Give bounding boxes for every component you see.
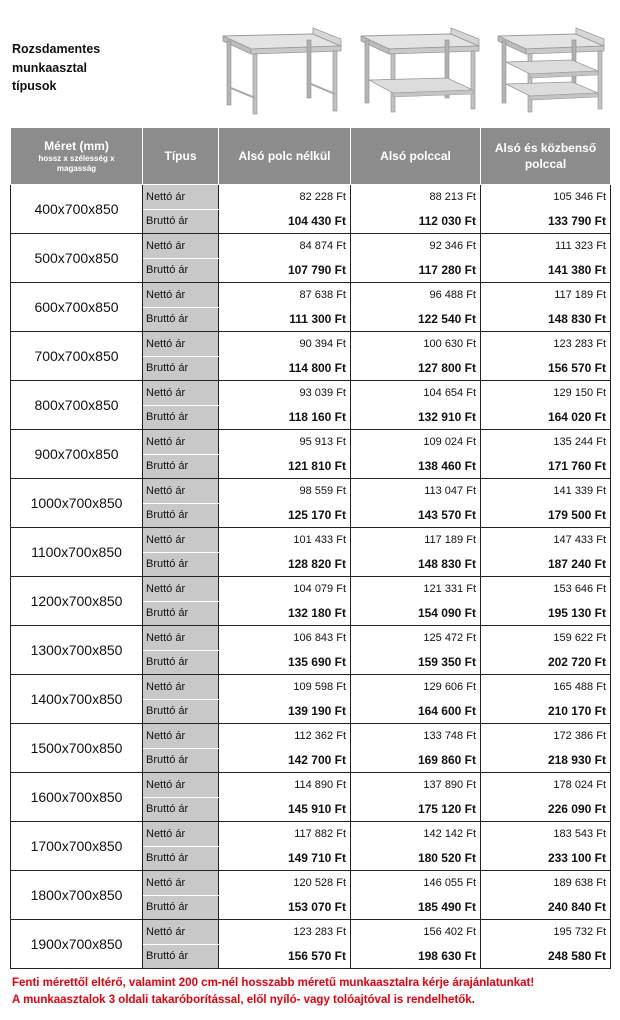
net-price-cell: 84 874 Ft [219, 234, 351, 259]
net-label-cell: Nettó ár [143, 381, 219, 406]
net-price-cell: 113 047 Ft [351, 479, 481, 504]
gross-price-cell: 240 840 Ft [481, 895, 611, 920]
net-price-cell: 87 638 Ft [219, 283, 351, 308]
net-price-cell: 101 433 Ft [219, 528, 351, 553]
net-price-cell: 129 606 Ft [351, 675, 481, 700]
table-row [11, 381, 611, 406]
table-row [11, 871, 611, 896]
gross-price-cell: 171 760 Ft [481, 454, 611, 479]
size-cell: 1300x700x850 [11, 626, 143, 675]
net-price-cell: 88 213 Ft [351, 185, 481, 210]
gross-price-cell: 148 830 Ft [351, 552, 481, 577]
size-cell: 800x700x850 [11, 381, 143, 430]
gross-label-cell: Bruttó ár [143, 601, 219, 626]
header-size [11, 128, 143, 185]
title-line: munkaasztal [12, 60, 88, 75]
header-lower-shelf: Alsó polccal [351, 128, 481, 185]
net-price-cell: 117 189 Ft [481, 283, 611, 308]
size-cell: 1800x700x850 [11, 871, 143, 920]
title-line: típusok [12, 79, 57, 93]
net-price-cell: 117 882 Ft [219, 822, 351, 847]
header-type: Típus [143, 128, 219, 185]
size-cell: 1900x700x850 [11, 920, 143, 969]
net-price-cell: 109 598 Ft [219, 675, 351, 700]
gross-price-cell: 248 580 Ft [481, 944, 611, 969]
size-cell: 1700x700x850 [11, 822, 143, 871]
table-row [11, 430, 611, 455]
gross-label-cell: Bruttó ár [143, 258, 219, 283]
net-label-cell: Nettó ár [143, 626, 219, 651]
net-label-cell: Nettó ár [143, 577, 219, 602]
gross-price-cell: 125 170 Ft [219, 503, 351, 528]
table-row [11, 577, 611, 602]
gross-price-cell: 104 430 Ft [219, 209, 351, 234]
net-label-cell: Nettó ár [143, 332, 219, 357]
gross-price-cell: 179 500 Ft [481, 503, 611, 528]
header-two-shelves [481, 128, 611, 185]
net-price-cell: 137 890 Ft [351, 773, 481, 798]
gross-price-cell: 169 860 Ft [351, 748, 481, 773]
net-price-cell: 146 055 Ft [351, 871, 481, 896]
gross-price-cell: 112 030 Ft [351, 209, 481, 234]
net-price-cell: 153 646 Ft [481, 577, 611, 602]
net-label-cell: Nettó ár [143, 724, 219, 749]
size-cell: 1200x700x850 [11, 577, 143, 626]
net-price-cell: 96 488 Ft [351, 283, 481, 308]
net-price-cell: 114 890 Ft [219, 773, 351, 798]
net-price-cell: 106 843 Ft [219, 626, 351, 651]
net-price-cell: 135 244 Ft [481, 430, 611, 455]
net-price-cell: 100 630 Ft [351, 332, 481, 357]
size-cell: 1600x700x850 [11, 773, 143, 822]
gross-label-cell: Bruttó ár [143, 699, 219, 724]
gross-price-cell: 145 910 Ft [219, 797, 351, 822]
gross-price-cell: 153 070 Ft [219, 895, 351, 920]
gross-label-cell: Bruttó ár [143, 307, 219, 332]
gross-label-cell: Bruttó ár [143, 797, 219, 822]
worktable-with-lower-shelf-icon [355, 18, 485, 118]
net-price-cell: 165 488 Ft [481, 675, 611, 700]
gross-label-cell: Bruttó ár [143, 503, 219, 528]
table-body [11, 185, 611, 969]
gross-label-cell: Bruttó ár [143, 454, 219, 479]
note-line: A munkaasztalok 3 oldali takaróborítással, elől nyíló- vagy tolóajtóval is rendelhetők. [12, 994, 475, 1006]
gross-label-cell: Bruttó ár [143, 209, 219, 234]
net-price-cell: 109 024 Ft [351, 430, 481, 455]
header-two-shelves-line: Alsó és közbenső [494, 141, 597, 155]
gross-label-cell: Bruttó ár [143, 552, 219, 577]
net-price-cell: 105 346 Ft [481, 185, 611, 210]
gross-price-cell: 202 720 Ft [481, 650, 611, 675]
net-label-cell: Nettó ár [143, 479, 219, 504]
table-row [11, 479, 611, 504]
gross-price-cell: 141 380 Ft [481, 258, 611, 283]
gross-price-cell: 233 100 Ft [481, 846, 611, 871]
gross-price-cell: 149 710 Ft [219, 846, 351, 871]
size-cell: 500x700x850 [11, 234, 143, 283]
gross-price-cell: 156 570 Ft [219, 944, 351, 969]
gross-price-cell: 111 300 Ft [219, 307, 351, 332]
gross-price-cell: 185 490 Ft [351, 895, 481, 920]
gross-price-cell: 226 090 Ft [481, 797, 611, 822]
header-size-sub: hossz x szélesség x [38, 154, 115, 163]
net-label-cell: Nettó ár [143, 234, 219, 259]
table-row [11, 234, 611, 259]
gross-price-cell: 138 460 Ft [351, 454, 481, 479]
price-table [10, 127, 611, 969]
net-price-cell: 142 142 Ft [351, 822, 481, 847]
table-row [11, 332, 611, 357]
gross-price-cell: 143 570 Ft [351, 503, 481, 528]
gross-price-cell: 156 570 Ft [481, 356, 611, 381]
size-cell: 1100x700x850 [11, 528, 143, 577]
net-price-cell: 147 433 Ft [481, 528, 611, 553]
size-cell: 1400x700x850 [11, 675, 143, 724]
gross-price-cell: 175 120 Ft [351, 797, 481, 822]
table-row [11, 822, 611, 847]
gross-price-cell: 132 910 Ft [351, 405, 481, 430]
footer-notes [12, 975, 612, 1009]
table-header-row [11, 128, 611, 185]
gross-price-cell: 164 600 Ft [351, 699, 481, 724]
gross-label-cell: Bruttó ár [143, 405, 219, 430]
size-cell: 400x700x850 [11, 185, 143, 234]
gross-price-cell: 142 700 Ft [219, 748, 351, 773]
gross-price-cell: 128 820 Ft [219, 552, 351, 577]
net-price-cell: 111 323 Ft [481, 234, 611, 259]
gross-price-cell: 107 790 Ft [219, 258, 351, 283]
gross-price-cell: 210 170 Ft [481, 699, 611, 724]
gross-label-cell: Bruttó ár [143, 356, 219, 381]
net-price-cell: 125 472 Ft [351, 626, 481, 651]
net-price-cell: 156 402 Ft [351, 920, 481, 945]
table-row [11, 675, 611, 700]
gross-price-cell: 195 130 Ft [481, 601, 611, 626]
gross-label-cell: Bruttó ár [143, 944, 219, 969]
note-line: Fenti mérettől eltérő, valamint 200 cm-nél hosszabb méretű munkaasztalra kérje árajánlatunkat! [12, 977, 535, 989]
gross-price-cell: 121 810 Ft [219, 454, 351, 479]
gross-price-cell: 154 090 Ft [351, 601, 481, 626]
gross-price-cell: 133 790 Ft [481, 209, 611, 234]
gross-price-cell: 118 160 Ft [219, 405, 351, 430]
net-label-cell: Nettó ár [143, 675, 219, 700]
net-price-cell: 120 528 Ft [219, 871, 351, 896]
size-cell: 600x700x850 [11, 283, 143, 332]
table-row [11, 528, 611, 553]
net-price-cell: 172 386 Ft [481, 724, 611, 749]
net-price-cell: 159 622 Ft [481, 626, 611, 651]
gross-label-cell: Bruttó ár [143, 846, 219, 871]
gross-price-cell: 135 690 Ft [219, 650, 351, 675]
gross-price-cell: 132 180 Ft [219, 601, 351, 626]
net-label-cell: Nettó ár [143, 283, 219, 308]
gross-label-cell: Bruttó ár [143, 650, 219, 675]
net-price-cell: 117 189 Ft [351, 528, 481, 553]
header-no-shelf: Alsó polc nélkül [219, 128, 351, 185]
net-price-cell: 129 150 Ft [481, 381, 611, 406]
size-cell: 700x700x850 [11, 332, 143, 381]
net-price-cell: 123 283 Ft [219, 920, 351, 945]
header-two-shelves-line: polccal [524, 157, 567, 171]
net-price-cell: 133 748 Ft [351, 724, 481, 749]
gross-price-cell: 139 190 Ft [219, 699, 351, 724]
gross-price-cell: 218 930 Ft [481, 748, 611, 773]
table-row [11, 724, 611, 749]
size-cell: 1000x700x850 [11, 479, 143, 528]
gross-price-cell: 117 280 Ft [351, 258, 481, 283]
net-label-cell: Nettó ár [143, 871, 219, 896]
net-price-cell: 82 228 Ft [219, 185, 351, 210]
net-price-cell: 183 543 Ft [481, 822, 611, 847]
gross-price-cell: 198 630 Ft [351, 944, 481, 969]
gross-price-cell: 127 800 Ft [351, 356, 481, 381]
net-price-cell: 104 079 Ft [219, 577, 351, 602]
table-row [11, 626, 611, 651]
header-size-title: Méret (mm) [44, 139, 109, 153]
net-price-cell: 178 024 Ft [481, 773, 611, 798]
size-cell: 900x700x850 [11, 430, 143, 479]
net-label-cell: Nettó ár [143, 822, 219, 847]
table-row [11, 283, 611, 308]
net-price-cell: 93 039 Ft [219, 381, 351, 406]
net-price-cell: 112 362 Ft [219, 724, 351, 749]
page-title [12, 40, 162, 96]
net-price-cell: 141 339 Ft [481, 479, 611, 504]
net-label-cell: Nettó ár [143, 920, 219, 945]
worktable-without-shelf-icon [215, 18, 345, 118]
header-size-sub: magasság [56, 164, 97, 173]
table-row [11, 773, 611, 798]
net-price-cell: 90 394 Ft [219, 332, 351, 357]
size-cell: 1500x700x850 [11, 724, 143, 773]
gross-price-cell: 187 240 Ft [481, 552, 611, 577]
gross-price-cell: 159 350 Ft [351, 650, 481, 675]
gross-price-cell: 180 520 Ft [351, 846, 481, 871]
net-price-cell: 92 346 Ft [351, 234, 481, 259]
table-row [11, 920, 611, 945]
net-label-cell: Nettó ár [143, 430, 219, 455]
net-price-cell: 189 638 Ft [481, 871, 611, 896]
table-row [11, 185, 611, 210]
net-label-cell: Nettó ár [143, 528, 219, 553]
gross-price-cell: 122 540 Ft [351, 307, 481, 332]
gross-price-cell: 114 800 Ft [219, 356, 351, 381]
gross-price-cell: 148 830 Ft [481, 307, 611, 332]
net-price-cell: 121 331 Ft [351, 577, 481, 602]
net-label-cell: Nettó ár [143, 185, 219, 210]
net-price-cell: 104 654 Ft [351, 381, 481, 406]
gross-label-cell: Bruttó ár [143, 748, 219, 773]
net-price-cell: 195 732 Ft [481, 920, 611, 945]
worktable-with-two-shelves-icon [492, 18, 610, 118]
title-line: Rozsdamentes [12, 42, 101, 56]
gross-price-cell: 164 020 Ft [481, 405, 611, 430]
net-price-cell: 95 913 Ft [219, 430, 351, 455]
net-price-cell: 123 283 Ft [481, 332, 611, 357]
gross-label-cell: Bruttó ár [143, 895, 219, 920]
net-price-cell: 98 559 Ft [219, 479, 351, 504]
net-label-cell: Nettó ár [143, 773, 219, 798]
